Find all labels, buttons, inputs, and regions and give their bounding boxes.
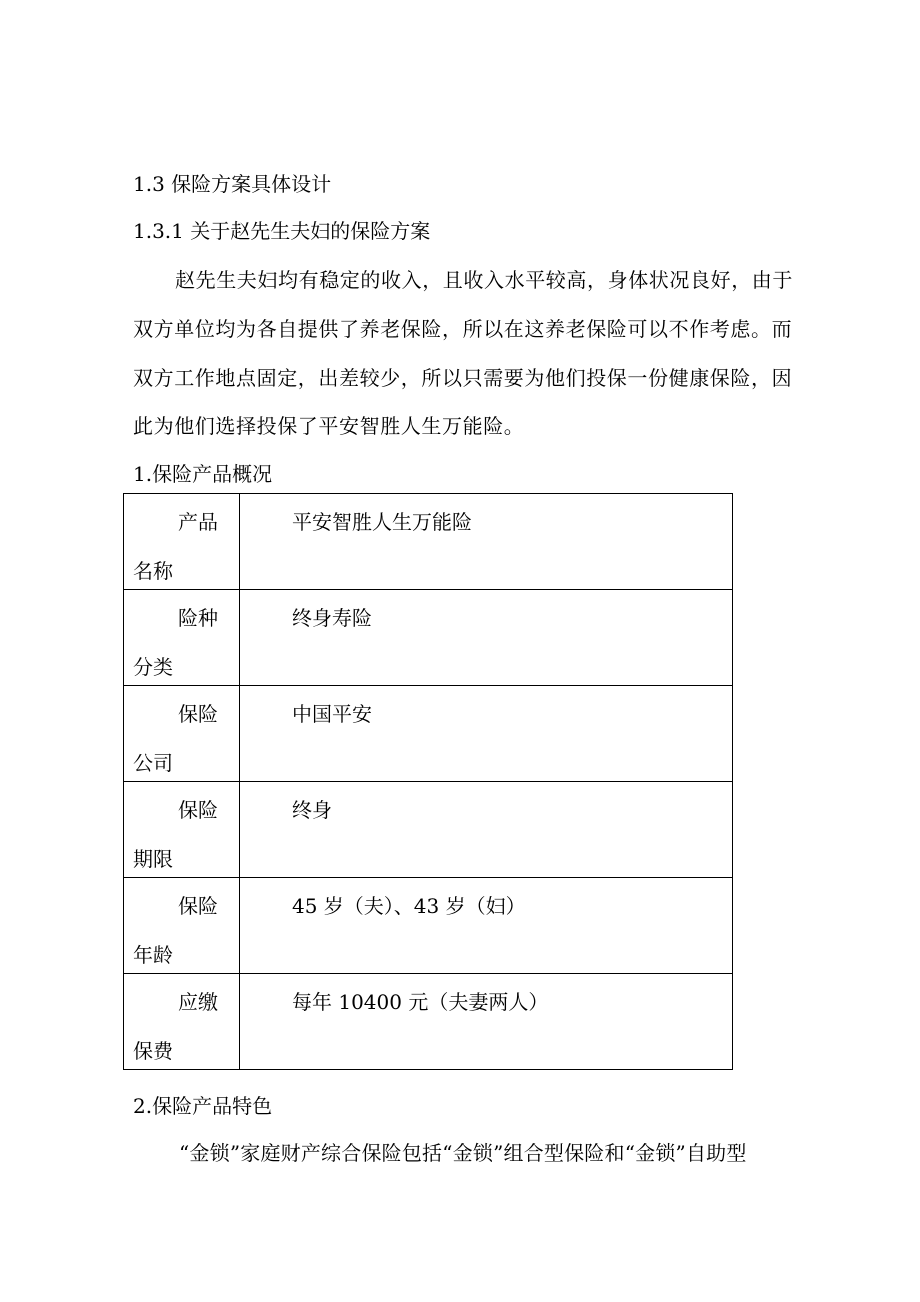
premium-value: 每年 10400 元（夫妻两人） bbox=[292, 990, 549, 1014]
paragraph-line: 赵先生夫妇均有稳定的收入，且收入水平较高，身体状况良好，由于 bbox=[175, 268, 793, 292]
features-paragraph-line: “金锁”家庭财产综合保险包括“金锁”组合型保险和“金锁”自助型 bbox=[179, 1141, 747, 1165]
table-row bbox=[124, 494, 733, 590]
subsection-heading: 1.3.1 关于赵先生夫妇的保险方案 bbox=[133, 219, 431, 243]
table-label-cell bbox=[124, 974, 240, 1070]
product-overview-table bbox=[123, 493, 733, 1070]
table-label-cell bbox=[124, 878, 240, 974]
insurance-type-value: 终身寿险 bbox=[292, 606, 372, 630]
table-label-cell bbox=[124, 590, 240, 686]
table-row bbox=[124, 974, 733, 1070]
table-value-cell bbox=[240, 782, 733, 878]
table-row bbox=[124, 590, 733, 686]
table-value-cell bbox=[240, 686, 733, 782]
table-value-cell bbox=[240, 590, 733, 686]
table-row bbox=[124, 686, 733, 782]
label-line-1: 产品 bbox=[178, 510, 218, 534]
label-line-1: 保险 bbox=[178, 894, 218, 918]
insurance-term-value: 终身 bbox=[292, 798, 332, 822]
section-heading: 1.3 保险方案具体设计 bbox=[133, 172, 332, 196]
paragraph-line: 双方工作地点固定，出差较少，所以只需要为他们投保一份健康保险，因 bbox=[133, 366, 793, 390]
table-label-cell bbox=[124, 782, 240, 878]
features-heading: 2.保险产品特色 bbox=[133, 1094, 273, 1118]
label-line-1: 险种 bbox=[178, 606, 218, 630]
label-line-2: 名称 bbox=[133, 559, 173, 583]
table-row bbox=[124, 878, 733, 974]
table-value-cell bbox=[240, 974, 733, 1070]
overview-heading: 1.保险产品概况 bbox=[133, 462, 273, 486]
label-line-1: 保险 bbox=[178, 702, 218, 726]
label-line-2: 期限 bbox=[133, 847, 173, 871]
label-line-2: 公司 bbox=[133, 751, 173, 775]
paragraph-line: 双方单位均为各自提供了养老保险，所以在这养老保险可以不作考虑。而 bbox=[133, 317, 793, 341]
paragraph-line: 此为他们选择投保了平安智胜人生万能险。 bbox=[133, 414, 525, 438]
label-line-2: 保费 bbox=[133, 1039, 173, 1063]
insurance-company-value: 中国平安 bbox=[292, 702, 372, 726]
table-label-cell bbox=[124, 494, 240, 590]
table-value-cell bbox=[240, 878, 733, 974]
insured-age-value: 45 岁（夫）、43 岁（妇） bbox=[292, 894, 526, 918]
table-row bbox=[124, 782, 733, 878]
label-line-1: 应缴 bbox=[178, 990, 218, 1014]
table-value-cell bbox=[240, 494, 733, 590]
label-line-1: 保险 bbox=[178, 798, 218, 822]
label-line-2: 年龄 bbox=[133, 943, 173, 967]
product-name-value: 平安智胜人生万能险 bbox=[292, 510, 472, 534]
label-line-2: 分类 bbox=[133, 655, 173, 679]
table-label-cell bbox=[124, 686, 240, 782]
